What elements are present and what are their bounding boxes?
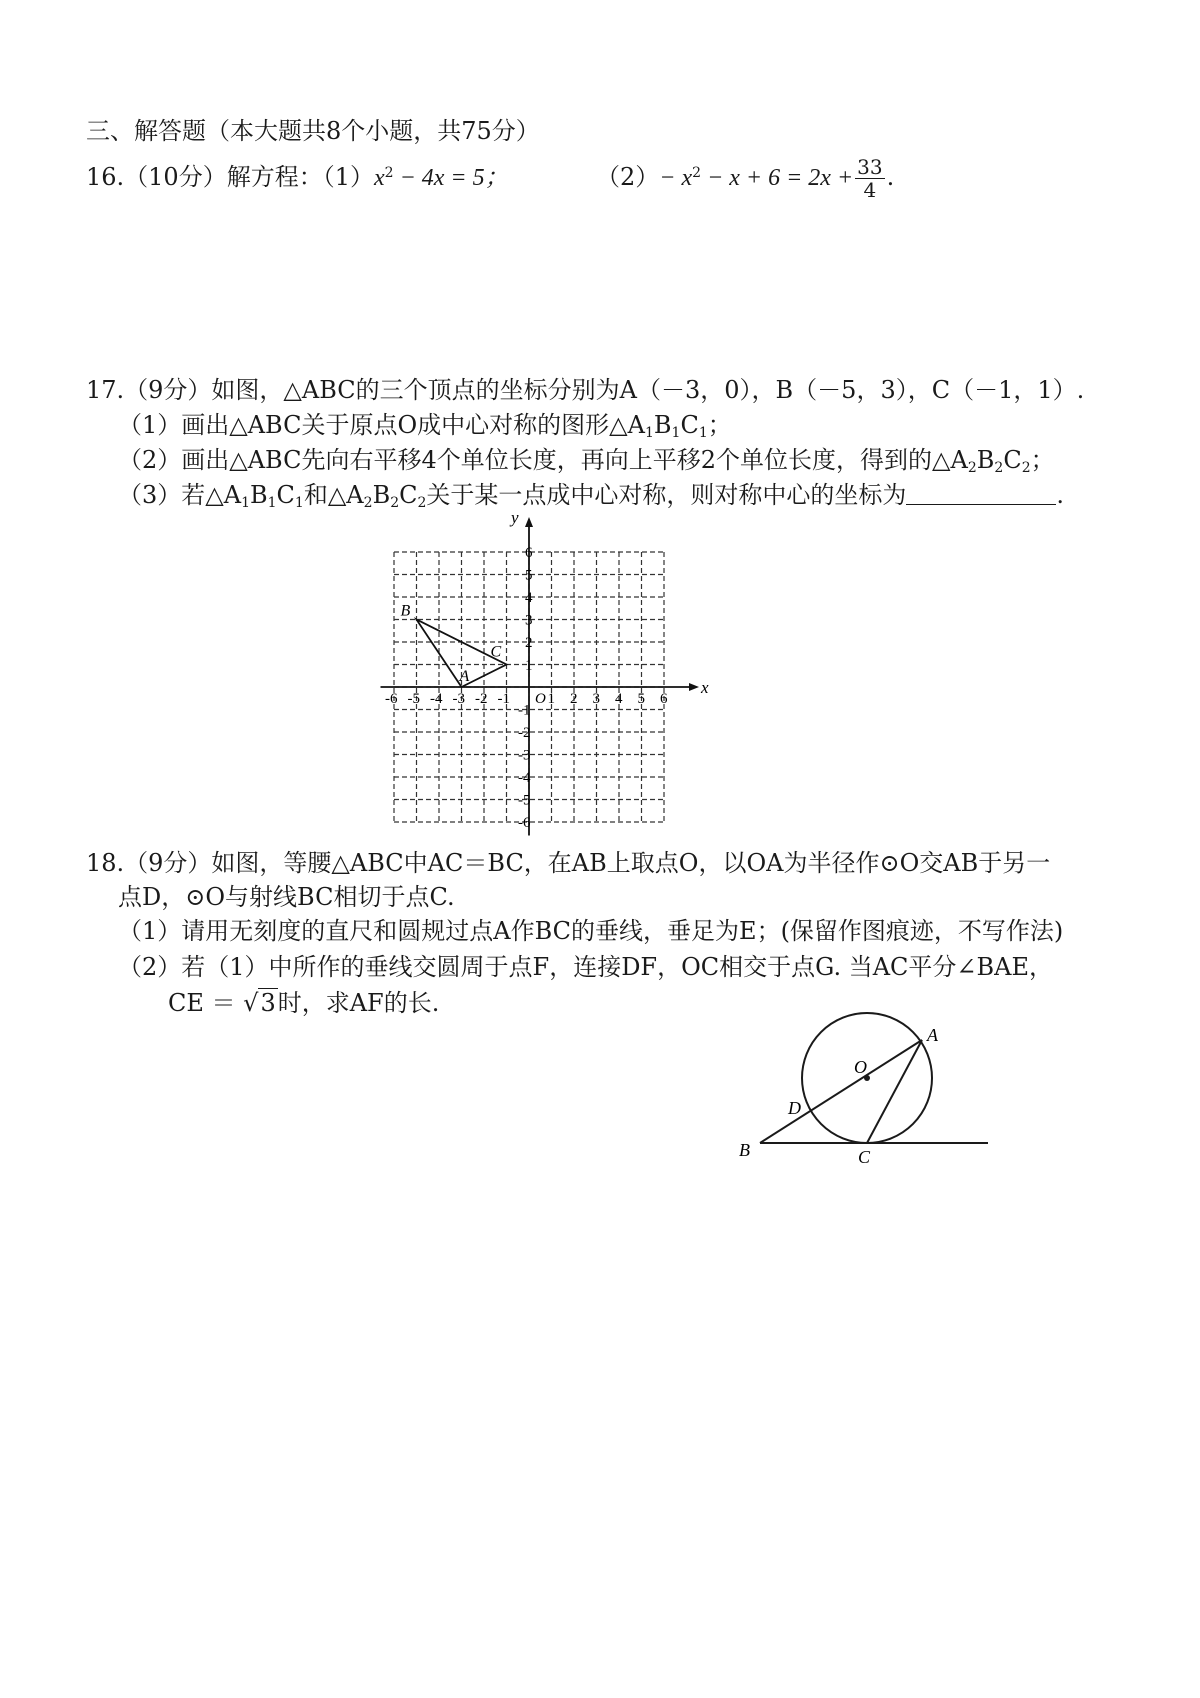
q17-part3-text: （3）若△A xyxy=(118,481,242,509)
question-17-part2 xyxy=(118,445,1055,483)
y-axis-arrow-icon xyxy=(525,517,533,527)
q18-line5-rest: 时，求AF的长. xyxy=(277,989,440,1017)
question-16-part2 xyxy=(596,156,894,201)
x-tick-label: 4 xyxy=(615,691,623,707)
q16-eq1-var: x xyxy=(374,165,385,191)
question-17-part1 xyxy=(118,410,732,448)
label-b: B xyxy=(739,1140,750,1160)
y-tick-label: 6 xyxy=(525,545,533,561)
y-tick-label: 5 xyxy=(525,567,533,584)
x-tick-label: -3 xyxy=(452,691,465,707)
q17-part2-end: ； xyxy=(1030,446,1055,474)
x-tick-label: -2 xyxy=(475,691,488,707)
q16-fraction-denominator: 4 xyxy=(863,178,877,202)
q17-sub: 2 xyxy=(1021,460,1031,476)
q17-part3-and: 和△A xyxy=(303,481,364,509)
x-axis-label: x xyxy=(701,678,709,697)
q17-part3-b: B xyxy=(249,481,268,509)
segment-ba xyxy=(760,1040,922,1143)
question-18-line1: 18.（9分）如图，等腰△ABC中AC＝BC，在AB上取点O，以OA为半径作⊙O交AB于另一 xyxy=(86,849,1051,877)
y-tick-label: 3 xyxy=(525,612,533,629)
label-c: C xyxy=(858,1147,871,1167)
x-tick-label: -1 xyxy=(497,691,510,707)
question-16-number: 16.（10分）解方程： xyxy=(86,163,323,191)
y-tick-label: -1 xyxy=(518,702,531,719)
tick-labels xyxy=(385,510,709,831)
q16-eq1-rest: − 4x = 5； xyxy=(393,165,509,191)
y-tick-label: -2 xyxy=(518,725,531,741)
q17-sub: 2 xyxy=(390,495,400,511)
q17-part1-text: （1）画出△ABC关于原点O成中心对称的图形△A xyxy=(118,411,645,439)
y-tick-label: 1 xyxy=(525,657,533,674)
q16-fraction-numerator: 33 xyxy=(857,155,883,179)
x-tick-label: -6 xyxy=(385,691,398,707)
y-tick-label: -3 xyxy=(518,747,531,764)
q16-eq2-end: . xyxy=(886,163,895,191)
question-18-part1: （1）请用无刻度的直尺和圆规过点A作BC的垂线，垂足为E；(保留作图痕迹，不写作法) xyxy=(118,917,1064,945)
section-title: 三、解答题（本大题共8个小题，共75分） xyxy=(86,117,540,145)
x-tick-label: 3 xyxy=(592,691,600,707)
q16-eq1-exponent: 2 xyxy=(384,165,394,181)
x-tick-label: -4 xyxy=(430,691,443,707)
vertex-label-c: C xyxy=(490,643,502,661)
q18-sqrt-value: 3 xyxy=(260,989,276,1017)
q17-sub: 2 xyxy=(363,495,373,511)
x-tick-label: 5 xyxy=(637,691,645,707)
q16-fraction xyxy=(855,156,884,201)
q16-eq2-b: − x + 6 = 2x + xyxy=(701,165,854,191)
axes xyxy=(381,517,700,836)
question-18-line2: 点D，⊙O与射线BC相切于点C. xyxy=(118,883,455,911)
y-axis-label: y xyxy=(511,510,519,527)
question-17-line1: 17.（9分）如图，△ABC的三个顶点的坐标分别为A（－3，0），B（－5，3），C（－1，1）. xyxy=(86,376,1085,404)
coordinate-grid xyxy=(380,510,720,840)
vertex-label-a: A xyxy=(459,668,470,685)
q17-part3-f: C xyxy=(399,481,418,509)
q16-eq2-exponent: 2 xyxy=(692,165,702,181)
q17-part3-c: C xyxy=(276,481,295,509)
q16-part2-label: （2） xyxy=(596,163,660,191)
question-18-line5 xyxy=(168,988,439,1018)
label-o: O xyxy=(854,1057,867,1077)
q17-part2-text: （2）画出△ABC先向右平移4个单位长度，再向上平移2个单位长度，得到的△A xyxy=(118,446,968,474)
q17-part1-b: B xyxy=(653,411,672,439)
q17-part3-end: . xyxy=(1056,481,1065,509)
origin-label: O xyxy=(535,691,546,707)
q17-part3-e: B xyxy=(372,481,391,509)
question-16 xyxy=(86,158,509,193)
circle-figure xyxy=(730,1010,1000,1170)
y-tick-label: -6 xyxy=(518,815,531,831)
label-a: A xyxy=(927,1025,938,1045)
q17-part1-c: C xyxy=(680,411,699,439)
q17-sub: 2 xyxy=(967,460,977,476)
x-tick-label: 1 xyxy=(547,691,555,707)
q17-sub: 1 xyxy=(644,425,654,441)
vertex-label-b: B xyxy=(400,602,411,620)
y-tick-label: -4 xyxy=(518,770,531,786)
q17-sub: 1 xyxy=(671,425,681,441)
q17-sub: 2 xyxy=(417,495,427,511)
answer-blank[interactable] xyxy=(906,482,1056,505)
label-d: D xyxy=(788,1098,801,1118)
y-tick-label: 2 xyxy=(525,635,533,651)
y-tick-label: 4 xyxy=(525,590,533,606)
q17-part3-question: 关于某一点成中心对称，则对称中心的坐标为 xyxy=(426,481,907,509)
q16-part1-label: （1） xyxy=(322,163,374,191)
q17-sub: 1 xyxy=(294,495,304,511)
q17-sub: 1 xyxy=(698,425,708,441)
x-tick-label: 6 xyxy=(660,691,668,707)
x-axis-arrow-icon xyxy=(689,683,699,691)
y-tick-label: -5 xyxy=(518,792,531,809)
q17-sub: 2 xyxy=(994,460,1004,476)
q16-eq2-a: − x xyxy=(659,165,693,191)
q17-part2-b: B xyxy=(976,446,995,474)
segment-ac xyxy=(867,1040,922,1143)
question-18-part2: （2）若（1）中所作的垂线交圆周于点F，连接DF，OC相交于点G. 当AC平分∠BAE， xyxy=(118,953,1053,981)
q17-part2-c: C xyxy=(1003,446,1022,474)
x-tick-label: -5 xyxy=(407,691,420,707)
q17-sub: 1 xyxy=(267,495,277,511)
q18-ce-eq: CE ＝ √ xyxy=(168,989,259,1017)
q17-part1-end: ； xyxy=(707,411,732,439)
x-tick-label: 2 xyxy=(570,691,578,707)
q17-sub: 1 xyxy=(241,495,250,511)
